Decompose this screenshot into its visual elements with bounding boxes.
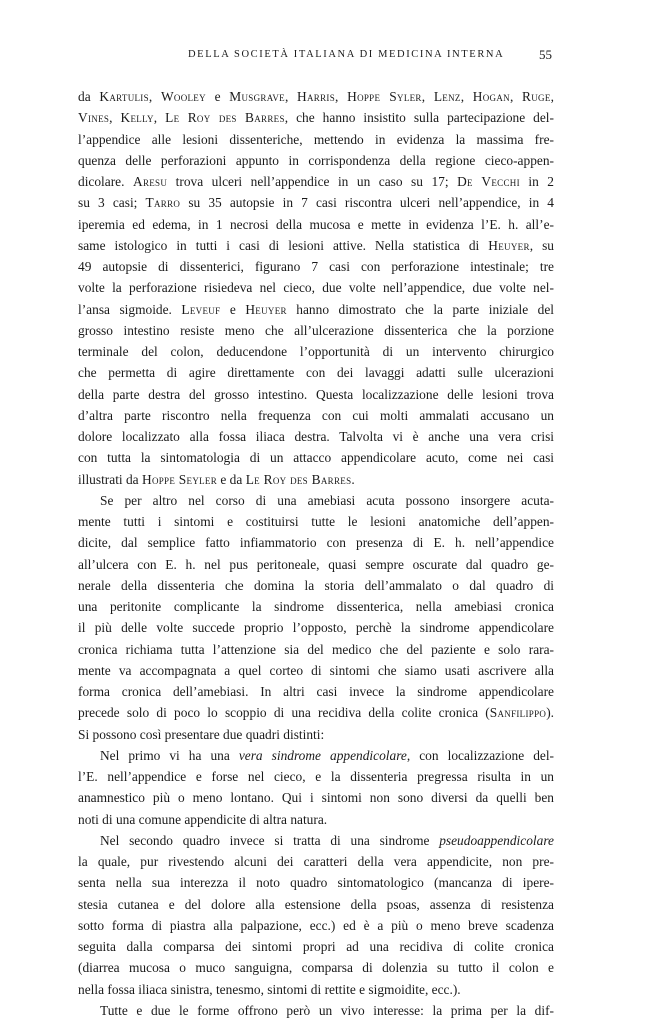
text-line: della parte destra del grosso intestino. Questa localizzazione delle lesioni trova (78, 386, 554, 402)
text-line: (diarrea mucosa o muco sanguigna, comparsa di dolenzia su tutto il colon e (78, 960, 554, 976)
page-header (60, 47, 550, 69)
text-line: dicolare. Aresu trova ulceri nell’appendice in un caso su 17; De Vecchi in 2 (78, 174, 554, 189)
text-line: sotto forma di piastra alla palpazione, ecc.) ed è a più o meno breve scadenza (78, 917, 554, 933)
author-name: Le Roy des Barres (245, 471, 352, 487)
text-line: anamnestico più o meno lontano. Qui i sintomi non sono diversi da quelli ben (78, 790, 554, 806)
author-name: Wooley (160, 89, 206, 104)
text-line: su 3 casi; Tarro su 35 autopsie in 7 casi riscontra ulceri nell’appendice, in 4 (78, 195, 555, 211)
text-line: con tutta la sintomatologia di un attacco appendicolare acuto, come nei casi (78, 450, 554, 466)
text-line: Nel secondo quadro invece si tratta di una sindrome pseudoappendicolare (100, 832, 554, 848)
text-line: same istologico in tutti i casi di lesioni attive. Nella statistica di Heuyer, su (78, 237, 554, 253)
author-name: Harris (297, 89, 336, 104)
text-line: l’E. nell’appendice e forse nel cieco, e la dissenteria pregressa risulta in un (78, 769, 554, 784)
text-line: mente va accompagnata a quel corteo di sintomi che siamo usati ascrivere alla (78, 662, 554, 678)
text-line: volte la perforazione risiedeva nel cieco, due volte nell’appendice, due volte nel- (78, 280, 554, 296)
text-line: mente tutti i sintomi e costituirsi tutte le lesioni anatomiche dell’appen- (78, 514, 554, 529)
author-name: Le Roy des Barres (165, 110, 285, 126)
running-head: DELLA SOCIETÀ ITALIANA DI MEDICINA INTERNA (188, 49, 505, 60)
text-line: una peritonite complicante la sindrome dissenterica, nella amebiasi cronica (78, 599, 554, 614)
author-name: Sanfilippo (489, 705, 547, 721)
author-name: Kelly (120, 110, 154, 126)
body-text (78, 86, 554, 1021)
author-name: Aresu (132, 174, 168, 189)
text-line: terminale del colon, deducendone l’opportunità di un intervento chirurgico (78, 344, 554, 359)
text-line: Vines, Kelly, Le Roy des Barres, che hanno insistito sulla partecipazione del- (78, 110, 554, 126)
author-name: Hoppe Syler (347, 89, 422, 104)
text-line: Tutte e due le forme offrono però un vivo interesse: la prima per la dif- (100, 1002, 554, 1018)
text-line: dolore localizzato alla fossa iliaca destra. Talvolta vi è anche una vera crisi (78, 429, 554, 444)
text-line: Se per altro nel corso di una amebiasi acuta possono insorgere acuta- (100, 492, 554, 508)
author-name: Heuyer (245, 301, 287, 317)
author-name: Musgrave (229, 89, 285, 104)
text-line: che permetta di agire direttamente con dei lavaggi adatti sulle ulcerazioni (78, 365, 554, 381)
author-name: Vines (78, 110, 110, 126)
author-name: Ruge (522, 89, 551, 104)
text-line: illustrati da Hoppe Seyler e da Le Roy des Barres. (78, 471, 355, 487)
text-line: iperemia ed edema, in 1 necrosi della mucosa e mette in evidenza l’E. h. all’e- (78, 216, 554, 232)
text-line: grosso intestino resiste meno che all’ulcerazione dissenterica che la porzione (78, 322, 554, 338)
author-name: De Vecchi (457, 174, 520, 189)
text-line: stesia cutanea e del dolore alla estensione della psoas, assenza di resistenza (78, 896, 554, 912)
text-line: nella fossa iliaca sinistra, tenesmo, sintomi di rettite e sigmoidite, ecc.). (78, 981, 461, 997)
text-line: nerale della dissenteria che domina la storia dell’ammalato o dal quadro di (78, 577, 554, 593)
text-line: all’ulcera con E. h. nel pus peritoneale, quasi sempre oscurate dal quadro ge- (78, 556, 554, 572)
author-name: Leveuf (181, 301, 221, 317)
author-name: Hoppe Seyler (141, 471, 218, 487)
text-line: il più delle volte succede proprio l’opposto, perchè la sindrome appendicolare (78, 620, 554, 636)
text-line: Si possono così presentare due quadri distinti: (78, 726, 325, 742)
author-name: Hogan (472, 89, 510, 104)
text-line: senta nella sua interezza il noto quadro sintomatologico (mancanza di ipere- (78, 875, 554, 891)
author-name: Heuyer (488, 237, 530, 253)
text-line: quenza delle perforazioni appunto in corrispondenza della regione cieco-appen- (78, 152, 554, 168)
text-line: cronica richiama tutta l’attenzione sia del medico che del paziente e solo rara- (78, 641, 554, 657)
author-name: Lenz (433, 89, 461, 104)
text-line: noti di una comune appendicite di altra natura. (78, 811, 328, 827)
text-line: dicite, dal semplice fatto infiammatorio con presenza di E. h. nell’appendice (78, 535, 554, 551)
text-line: 49 autopsie di dissenterici, figurano 7 casi con perforazione intestinale; tre (78, 259, 554, 274)
text-line: precede solo di poco lo scoppio di una recidiva della colite cronica (Sanfilippo). (78, 705, 554, 721)
text-line: forma cronica dell’amebiasi. In altri casi invece la sindrome appendicolare (78, 684, 554, 699)
page-number: 55 (539, 47, 552, 62)
text-line: d’altra parte riscontro nella frequenza con cui molti ammalati accusano un (78, 407, 554, 423)
text-line: Nel primo vi ha una vera sindrome appendicolare, con localizzazione del- (100, 747, 555, 763)
emphasis: pseudoappendicolare (439, 832, 554, 848)
text-line: l’appendice alle lesioni dissenteriche, mettendo in evidenza la massima fre- (78, 131, 554, 147)
text-line: la quale, pur rivestendo alcuni dei caratteri della vera appendicite, non pre- (78, 854, 554, 869)
text-line: seguita dalla comparsa dei sintomi propri ad una recidiva di colite cronica (78, 939, 554, 954)
author-name: Tarro (145, 195, 181, 211)
text-line: da Kartulis, Wooley e Musgrave, Harris, Hoppe Syler, Lenz, Hogan, Ruge, (78, 89, 555, 104)
author-name: Kartulis (99, 89, 149, 104)
emphasis: vera sindrome appendicolare (238, 747, 407, 763)
text-line: l’ansa sigmoide. Leveuf e Heuyer hanno dimostrato che la parte iniziale del (78, 301, 554, 317)
